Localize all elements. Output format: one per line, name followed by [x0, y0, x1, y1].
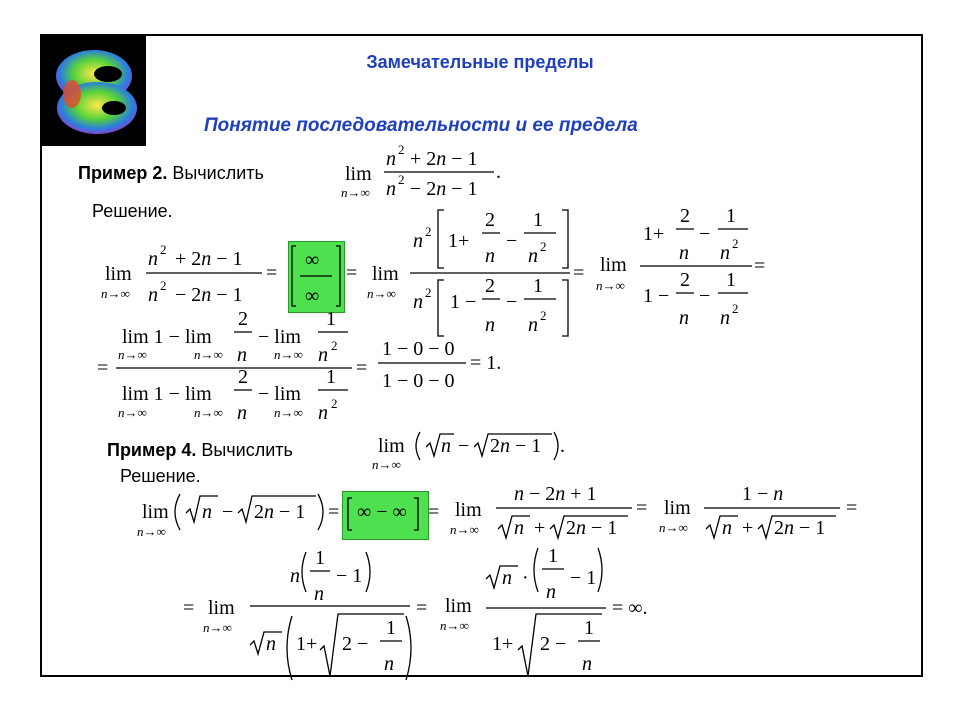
svg-text:=: =: [266, 262, 278, 284]
svg-text:n→∞: n→∞: [137, 524, 166, 539]
svg-text:1: 1: [533, 275, 543, 297]
svg-text:n: n: [266, 633, 276, 655]
svg-text:n: n: [582, 653, 592, 675]
svg-text:lim: lim: [455, 499, 482, 521]
svg-text:n − 2n + 1: n − 2n + 1: [514, 483, 597, 505]
example4-line2: [183, 545, 648, 680]
svg-text:2 −: 2 −: [540, 633, 567, 655]
svg-text:2: 2: [680, 205, 690, 227]
svg-text:=: =: [346, 262, 358, 284]
svg-text:1: 1: [315, 547, 325, 569]
svg-text:lim: lim: [664, 497, 691, 519]
svg-text:2 −: 2 −: [342, 633, 369, 655]
svg-text:2: 2: [398, 142, 405, 157]
svg-text:−: −: [222, 501, 234, 523]
svg-text:=: =: [636, 497, 648, 519]
slide-title: Замечательные пределы: [366, 52, 594, 72]
svg-text:n→∞: n→∞: [194, 405, 223, 420]
svg-text:.: .: [496, 161, 501, 183]
svg-text:1: 1: [533, 209, 543, 231]
svg-text:2: 2: [160, 242, 167, 257]
svg-text:− lim: − lim: [258, 326, 301, 348]
svg-text:=: =: [328, 501, 340, 523]
svg-text:1: 1: [326, 308, 336, 330]
svg-text:n: n: [413, 291, 423, 313]
svg-text:− 1: − 1: [336, 565, 363, 587]
svg-text:− lim: − lim: [258, 383, 301, 405]
svg-text:n: n: [413, 230, 423, 252]
svg-text:n→∞: n→∞: [118, 347, 147, 362]
example2-line2: [97, 308, 501, 424]
svg-text:n: n: [722, 517, 732, 539]
svg-text:1: 1: [726, 269, 736, 291]
svg-text:2: 2: [485, 275, 495, 297]
svg-text:lim: lim: [142, 501, 169, 523]
svg-text:n: n: [314, 583, 324, 605]
example4-line1: [137, 483, 857, 539]
svg-text:n: n: [528, 314, 538, 336]
example2-solution: Решение.: [92, 201, 173, 221]
svg-text:1+: 1+: [296, 633, 318, 655]
svg-text:2: 2: [425, 224, 432, 239]
svg-text:2n − 1: 2n − 1: [566, 517, 618, 539]
svg-text:n→∞: n→∞: [596, 278, 625, 293]
svg-text:n: n: [720, 242, 730, 264]
svg-text:n: n: [679, 307, 689, 329]
svg-text:2: 2: [238, 308, 248, 330]
svg-text:n→∞: n→∞: [372, 457, 401, 472]
svg-text:2: 2: [331, 338, 338, 353]
svg-text:2: 2: [425, 285, 432, 300]
svg-text:2: 2: [398, 172, 405, 187]
svg-text:2: 2: [680, 269, 690, 291]
svg-text:+ 2n − 1: + 2n − 1: [410, 148, 478, 170]
svg-text:n: n: [386, 178, 396, 200]
svg-text:∞ − ∞: ∞ − ∞: [357, 501, 407, 523]
svg-text:1: 1: [584, 617, 594, 639]
svg-text:n: n: [290, 565, 300, 587]
svg-text:n: n: [237, 402, 247, 424]
svg-text:2: 2: [540, 308, 547, 323]
svg-text:n: n: [318, 402, 328, 424]
svg-text:+: +: [742, 517, 754, 539]
svg-text:1 − 0 − 0: 1 − 0 − 0: [382, 370, 455, 392]
svg-text:n→∞: n→∞: [203, 620, 232, 635]
svg-text:n→∞: n→∞: [118, 405, 147, 420]
svg-text:n: n: [384, 653, 394, 675]
svg-text:=: =: [846, 497, 858, 519]
svg-text:n: n: [441, 435, 451, 457]
svg-text:=: =: [416, 597, 428, 619]
svg-text:n→∞: n→∞: [274, 405, 303, 420]
svg-text:=: =: [428, 501, 440, 523]
svg-text:2: 2: [331, 396, 338, 411]
svg-text:− 2n − 1: − 2n − 1: [175, 284, 243, 306]
svg-text:1: 1: [548, 545, 558, 567]
svg-text:1 −: 1 −: [643, 285, 670, 307]
svg-text:n: n: [514, 517, 524, 539]
svg-text:−: −: [506, 291, 518, 313]
svg-text:1+: 1+: [492, 633, 514, 655]
example2-statement: [341, 142, 501, 200]
svg-text:2: 2: [160, 278, 167, 293]
svg-text:+: +: [534, 517, 546, 539]
svg-text:1 −: 1 −: [450, 291, 477, 313]
svg-text:∞: ∞: [305, 285, 320, 307]
svg-text:n: n: [485, 314, 495, 336]
example4-statement: [372, 432, 565, 472]
svg-text:− 2n − 1: − 2n − 1: [410, 178, 478, 200]
svg-text:∞: ∞: [305, 249, 320, 271]
example4-result: = ∞.: [612, 597, 648, 619]
svg-text:n: n: [148, 284, 158, 306]
svg-text:=: =: [573, 262, 585, 284]
svg-text:lim: lim: [600, 254, 627, 276]
svg-text:−: −: [699, 223, 711, 245]
svg-text:1: 1: [386, 617, 396, 639]
svg-text:=: =: [183, 597, 195, 619]
svg-text:n: n: [148, 248, 158, 270]
svg-text:2: 2: [485, 209, 495, 231]
svg-text:1 − n: 1 − n: [742, 483, 784, 505]
svg-text:1+: 1+: [643, 223, 665, 245]
svg-text:n→∞: n→∞: [194, 347, 223, 362]
svg-text:lim 1 − lim: lim 1 − lim: [122, 383, 212, 405]
svg-text:n: n: [318, 344, 328, 366]
example2-line1: [101, 205, 765, 336]
svg-text:2: 2: [238, 366, 248, 388]
svg-text:=: =: [754, 255, 766, 277]
svg-text:lim: lim: [445, 595, 472, 617]
svg-text:lim: lim: [208, 597, 235, 619]
svg-text:lim: lim: [378, 435, 405, 457]
svg-text:2: 2: [540, 239, 547, 254]
svg-text:n→∞: n→∞: [274, 347, 303, 362]
svg-text:lim: lim: [372, 263, 399, 285]
svg-text:n→∞: n→∞: [440, 618, 469, 633]
svg-text:n: n: [237, 344, 247, 366]
slide-subtitle: Понятие последовательности и ее предела: [204, 115, 638, 136]
svg-text:n: n: [202, 501, 212, 523]
svg-text:2n − 1: 2n − 1: [490, 435, 542, 457]
svg-text:.: .: [560, 435, 565, 457]
svg-text:=: =: [97, 357, 109, 379]
svg-text:·: ·: [522, 567, 529, 589]
svg-text:lim 1 − lim: lim 1 − lim: [122, 326, 212, 348]
svg-text:n: n: [502, 567, 512, 589]
example4-label: Пример 4.: [107, 440, 197, 460]
example4-verb: Вычислить: [201, 440, 293, 460]
svg-text:lim: lim: [345, 163, 372, 185]
example2-result: = 1.: [470, 352, 502, 374]
example2-verb: Вычислить: [172, 163, 264, 183]
svg-text:1 − 0 − 0: 1 − 0 − 0: [382, 338, 455, 360]
svg-text:1: 1: [326, 366, 336, 388]
svg-text:− 1: − 1: [570, 567, 597, 589]
svg-text:n→∞: n→∞: [367, 286, 396, 301]
svg-text:1+: 1+: [448, 230, 470, 252]
svg-text:2: 2: [732, 301, 739, 316]
svg-text:2n − 1: 2n − 1: [254, 501, 306, 523]
svg-text:n→∞: n→∞: [450, 522, 479, 537]
svg-text:−: −: [506, 230, 518, 252]
svg-text:2: 2: [732, 236, 739, 251]
svg-text:−: −: [699, 285, 711, 307]
svg-text:1: 1: [726, 205, 736, 227]
svg-text:n: n: [720, 307, 730, 329]
svg-text:+ 2n − 1: + 2n − 1: [175, 248, 243, 270]
svg-text:lim: lim: [105, 263, 132, 285]
svg-text:−: −: [458, 435, 470, 457]
example4-solution: Решение.: [120, 466, 201, 486]
svg-text:n→∞: n→∞: [341, 185, 370, 200]
svg-text:=: =: [356, 357, 368, 379]
example2-label: Пример 2.: [78, 163, 168, 183]
svg-text:n: n: [386, 148, 396, 170]
svg-text:n: n: [679, 242, 689, 264]
svg-text:n: n: [546, 581, 556, 603]
svg-text:n→∞: n→∞: [659, 520, 688, 535]
svg-text:n: n: [485, 245, 495, 267]
svg-text:2n − 1: 2n − 1: [774, 517, 826, 539]
svg-text:n: n: [528, 245, 538, 267]
svg-text:n→∞: n→∞: [101, 286, 130, 301]
